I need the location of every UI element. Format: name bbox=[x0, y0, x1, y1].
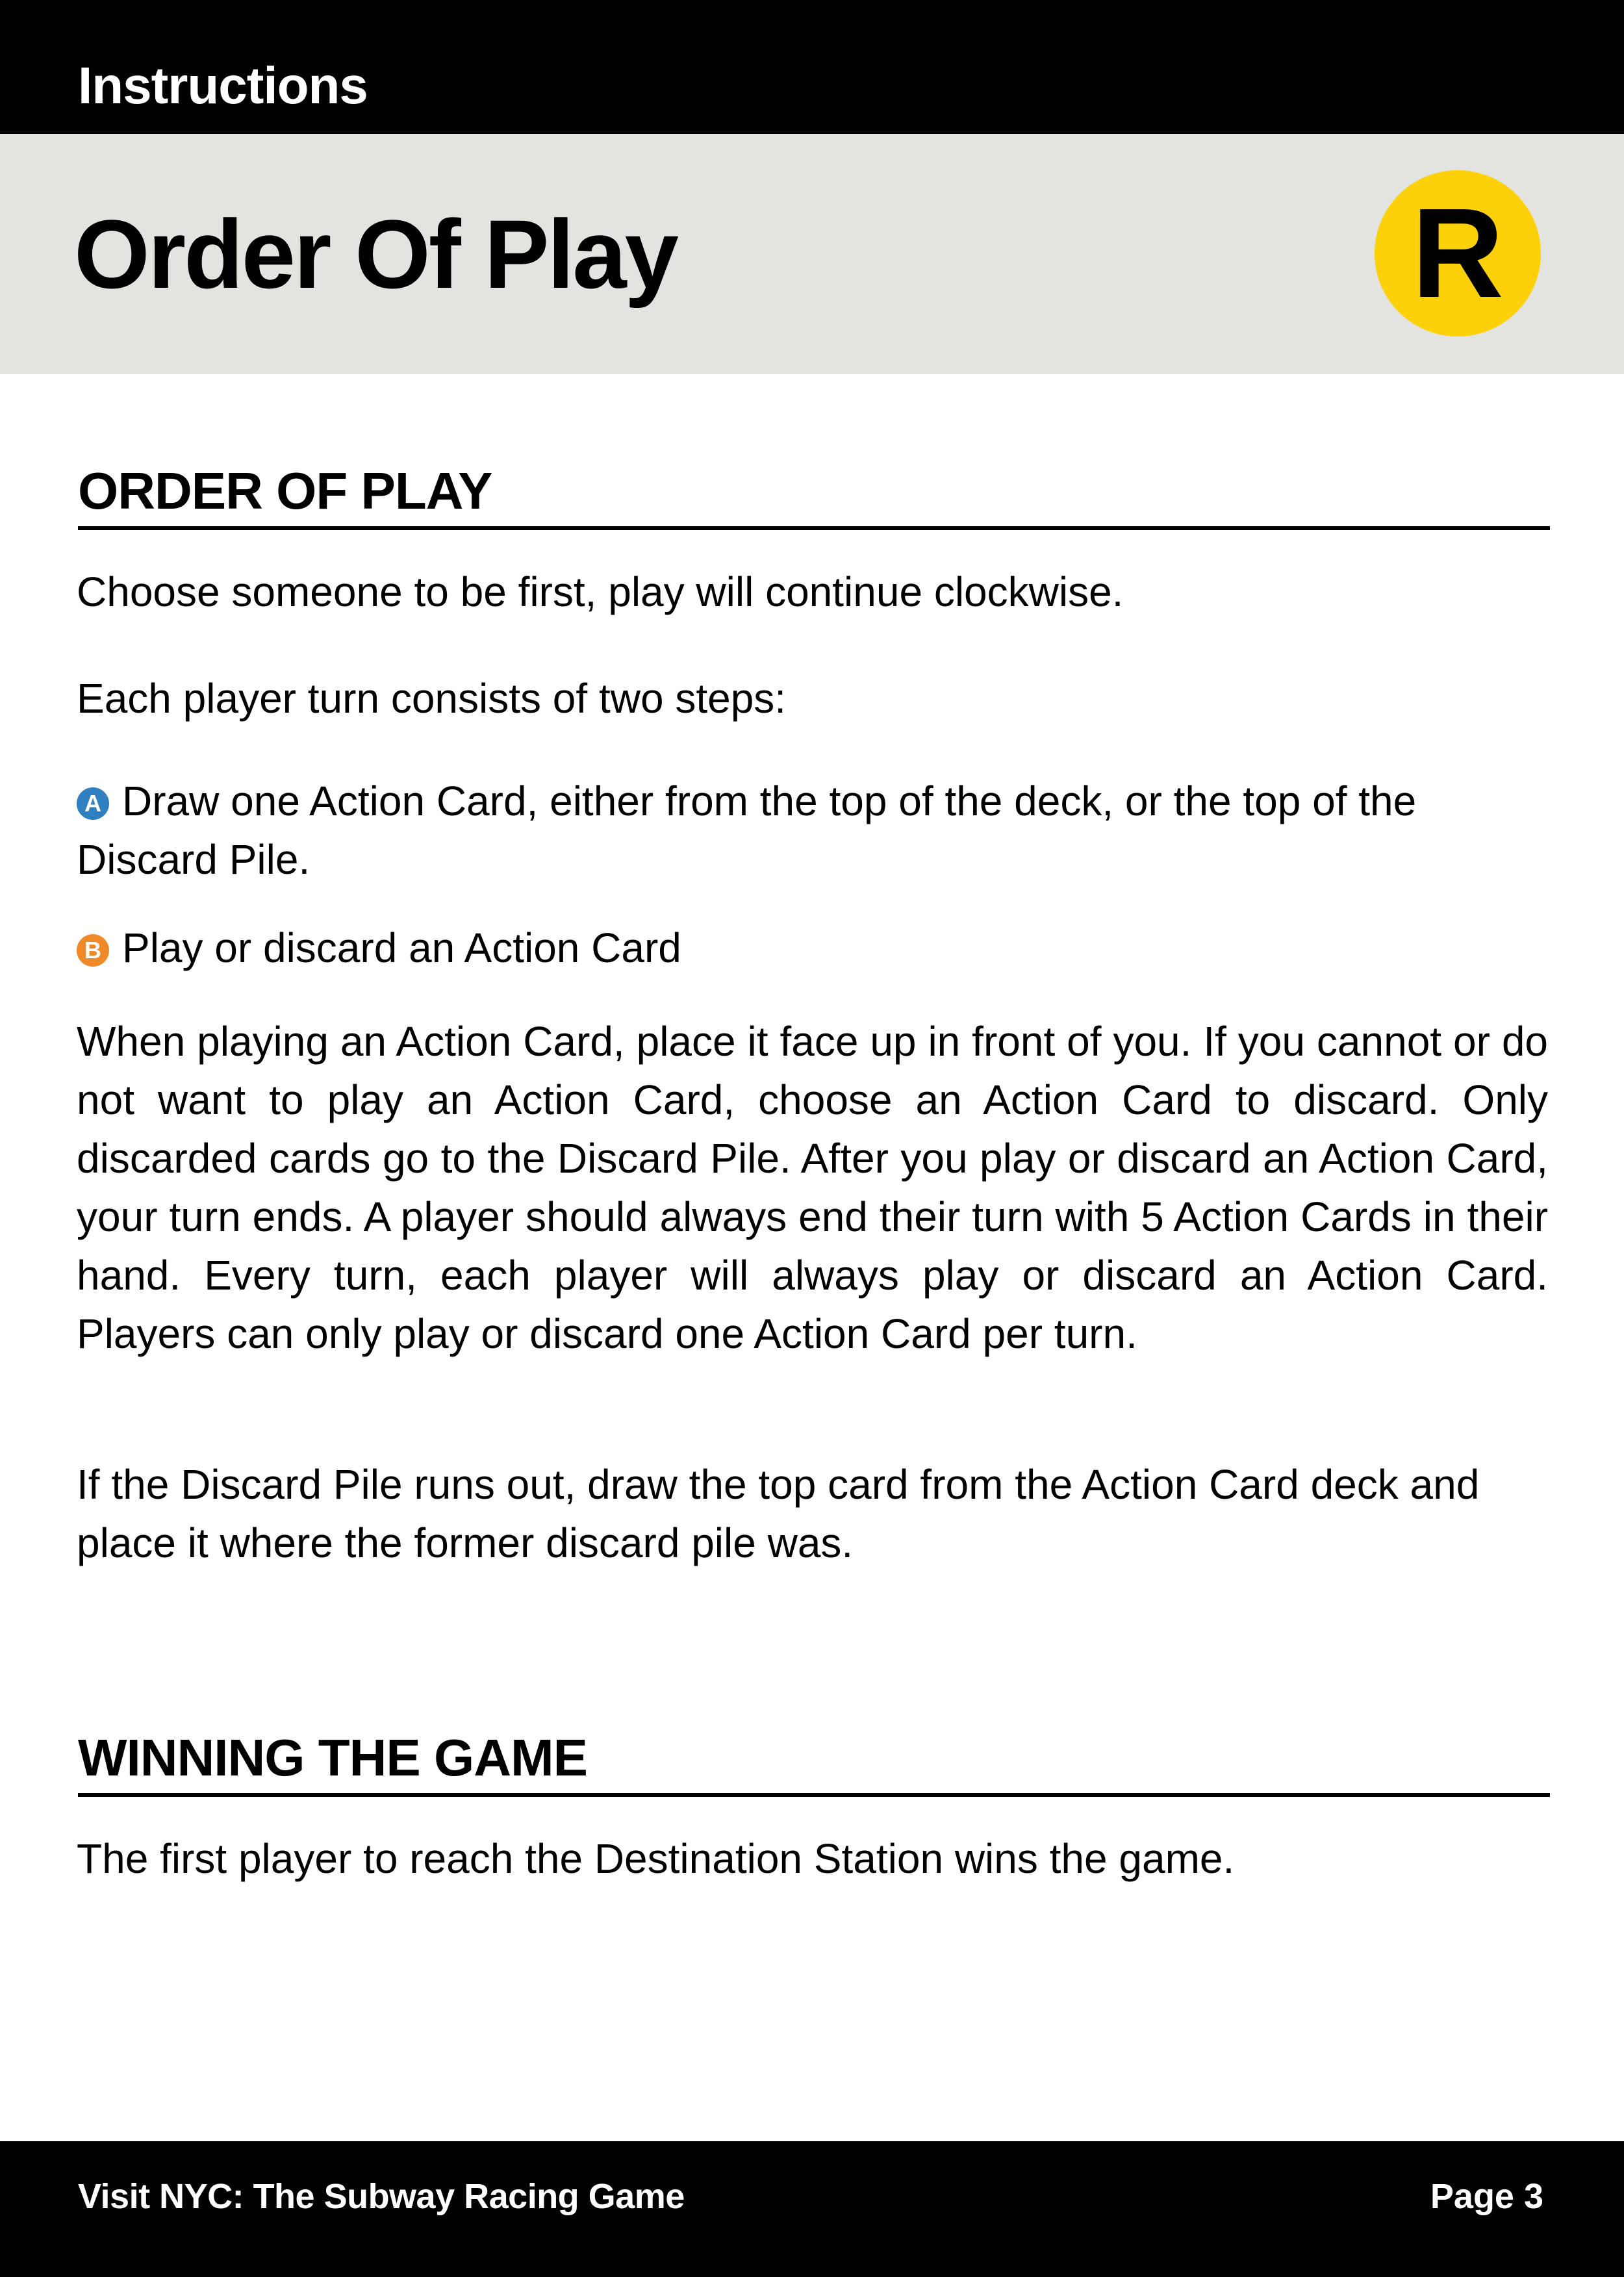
intro-paragraph: Choose someone to be first, play will continue clockwise. bbox=[77, 568, 1124, 615]
step-b-icon: B bbox=[77, 934, 109, 967]
footer-game-name: Visit NYC: The Subway Racing Game bbox=[78, 2177, 685, 2216]
section-heading-order-of-play bbox=[78, 462, 1550, 530]
page-title: Order Of Play bbox=[74, 199, 678, 309]
winning-paragraph: The first player to reach the Destination Station wins the game. bbox=[77, 1835, 1235, 1882]
steps-intro-paragraph: Each player turn consists of two steps: bbox=[77, 675, 787, 722]
footer-page-number: Page 3 bbox=[1430, 2177, 1543, 2216]
section-heading-text: ORDER OF PLAY bbox=[78, 462, 492, 520]
step-a bbox=[77, 772, 1548, 889]
route-badge bbox=[1375, 170, 1541, 337]
step-b-text: Play or discard an Action Card bbox=[122, 924, 681, 971]
rules-paragraph: When playing an Action Card, place it face up in front of you. If you cannot or do not want to play an Action Card, choose an Action Card to discard. Only discarded cards go to the Discard Pile. After you play or discard an Action Card, your turn ends. A player should always end their turn with 5 Action Cards in their hand. Every turn, each player will always play or discard an Action Card. Players can only play or discard one Action Card per turn. bbox=[77, 1018, 1548, 1357]
route-letter: R bbox=[1412, 182, 1504, 324]
title-band bbox=[0, 134, 1624, 374]
section-label: Instructions bbox=[78, 57, 368, 114]
top-bar bbox=[0, 0, 1624, 134]
step-a-text: Draw one Action Card, either from the top of the deck, or the top of the Discard Pile. bbox=[77, 778, 1417, 883]
section-heading-text: WINNING THE GAME bbox=[78, 1729, 587, 1787]
section-heading-winning-the-game bbox=[78, 1729, 1550, 1797]
discard-note-paragraph: If the Discard Pile runs out, draw the top card from the Action Card deck and place it where the former discard pile was. bbox=[77, 1461, 1480, 1566]
step-a-icon: A bbox=[77, 787, 109, 820]
step-b bbox=[77, 919, 1548, 977]
footer bbox=[0, 2141, 1624, 2277]
